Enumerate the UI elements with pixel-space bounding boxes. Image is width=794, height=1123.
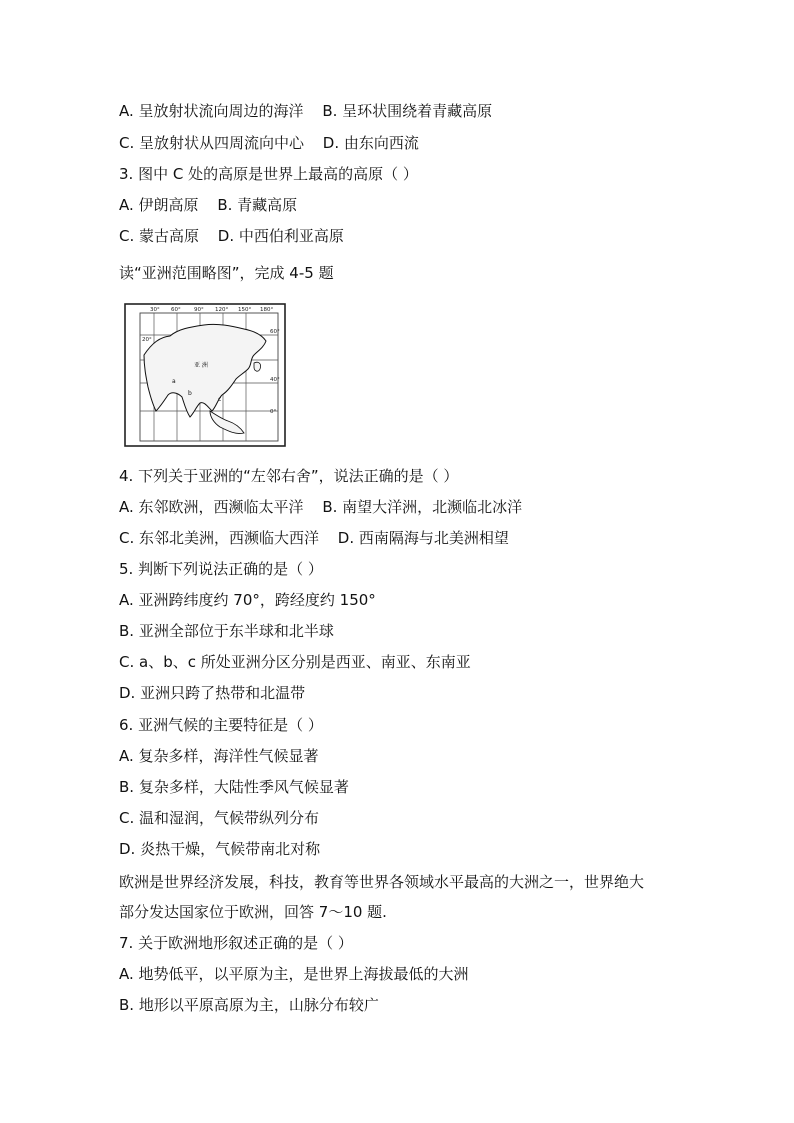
option-d: D. 亚洲只跨了热带和北温带 [119,684,306,702]
map-point-c: c [218,396,222,403]
option-b: B. 青藏高原 [217,196,298,214]
option-c: C. 呈放射状从四周流向中心 [119,134,305,152]
option-a: A. 伊朗高原 [119,196,199,214]
question-5: 5. 判断下列说法正确的是（ ） [119,560,323,578]
option-c: C. 蒙古高原 [119,227,200,245]
option-b: B. 地形以平原高原为主，山脉分布较广 [119,996,379,1014]
passage-line-1: 欧洲是世界经济发展，科技，教育等世界各领域水平最高的大洲之一，世界绝大 [119,873,645,891]
option-a: A. 复杂多样，海洋性气候显著 [119,747,319,765]
passage-line-2: 部分发达国家位于欧洲，回答 7～10 题. [119,903,387,921]
option-line [119,101,492,121]
option-line [119,528,509,548]
question-6: 6. 亚洲气候的主要特征是（ ） [119,716,323,734]
lat-label-0: 0° [270,409,277,415]
map-point-b: b [188,390,192,397]
option-line [119,195,297,215]
question-7: 7. 关于欧洲地形叙述正确的是（ ） [119,934,353,952]
lon-label-180: 180° [260,307,274,313]
asia-map-figure [124,303,286,447]
question-4: 4. 下列关于亚洲的“左邻右舍”，说法正确的是（ ） [119,467,459,485]
option-line [119,226,344,246]
option-d: D. 西南隔海与北美洲相望 [337,529,509,547]
lon-label-150: 150° [238,307,252,313]
map-point-a: a [172,378,176,385]
option-b: B. 亚洲全部位于东半球和北半球 [119,622,334,640]
option-line [119,133,419,153]
option-a: A. 亚洲跨纬度约 70°，跨经度约 150° [119,591,376,609]
question-3: 3. 图中 C 处的高原是世界上最高的高原（ ） [119,165,418,183]
option-b: B. 呈环状围绕着青藏高原 [322,102,493,120]
lon-label-120: 120° [215,307,229,313]
option-b: B. 复杂多样，大陆性季风气候显著 [119,778,349,796]
lon-label-30: 30° [150,307,160,313]
option-c: C. 东邻北美洲，西濒临大西洋 [119,529,320,547]
option-a: A. 东邻欧洲，西濒临太平洋 [119,498,304,516]
lon-label-60: 60° [171,307,181,313]
map-region-label: 亚 洲 [194,362,208,369]
lat-label-40: 40° [270,377,280,383]
option-d: D. 中西伯利亚高原 [217,227,344,245]
option-a: A. 呈放射状流向周边的海洋 [119,102,304,120]
option-line [119,497,522,517]
option-b: B. 南望大洋洲，北濒临北冰洋 [322,498,523,516]
left-label-20: 20° [142,337,152,343]
option-c: C. 温和湿润，气候带纵列分布 [119,809,320,827]
lon-label-90: 90° [194,307,204,313]
lat-label-60: 60° [270,329,280,335]
option-a: A. 地势低平，以平原为主，是世界上海拔最低的大洲 [119,965,469,983]
option-d: D. 炎热干燥，气候带南北对称 [119,840,321,858]
option-c: C. a、b、c 所处亚洲分区分别是西亚、南亚、东南亚 [119,653,471,671]
map-instruction: 读“亚洲范围略图”，完成 4-5 题 [119,264,334,282]
option-d: D. 由东向西流 [322,134,419,152]
